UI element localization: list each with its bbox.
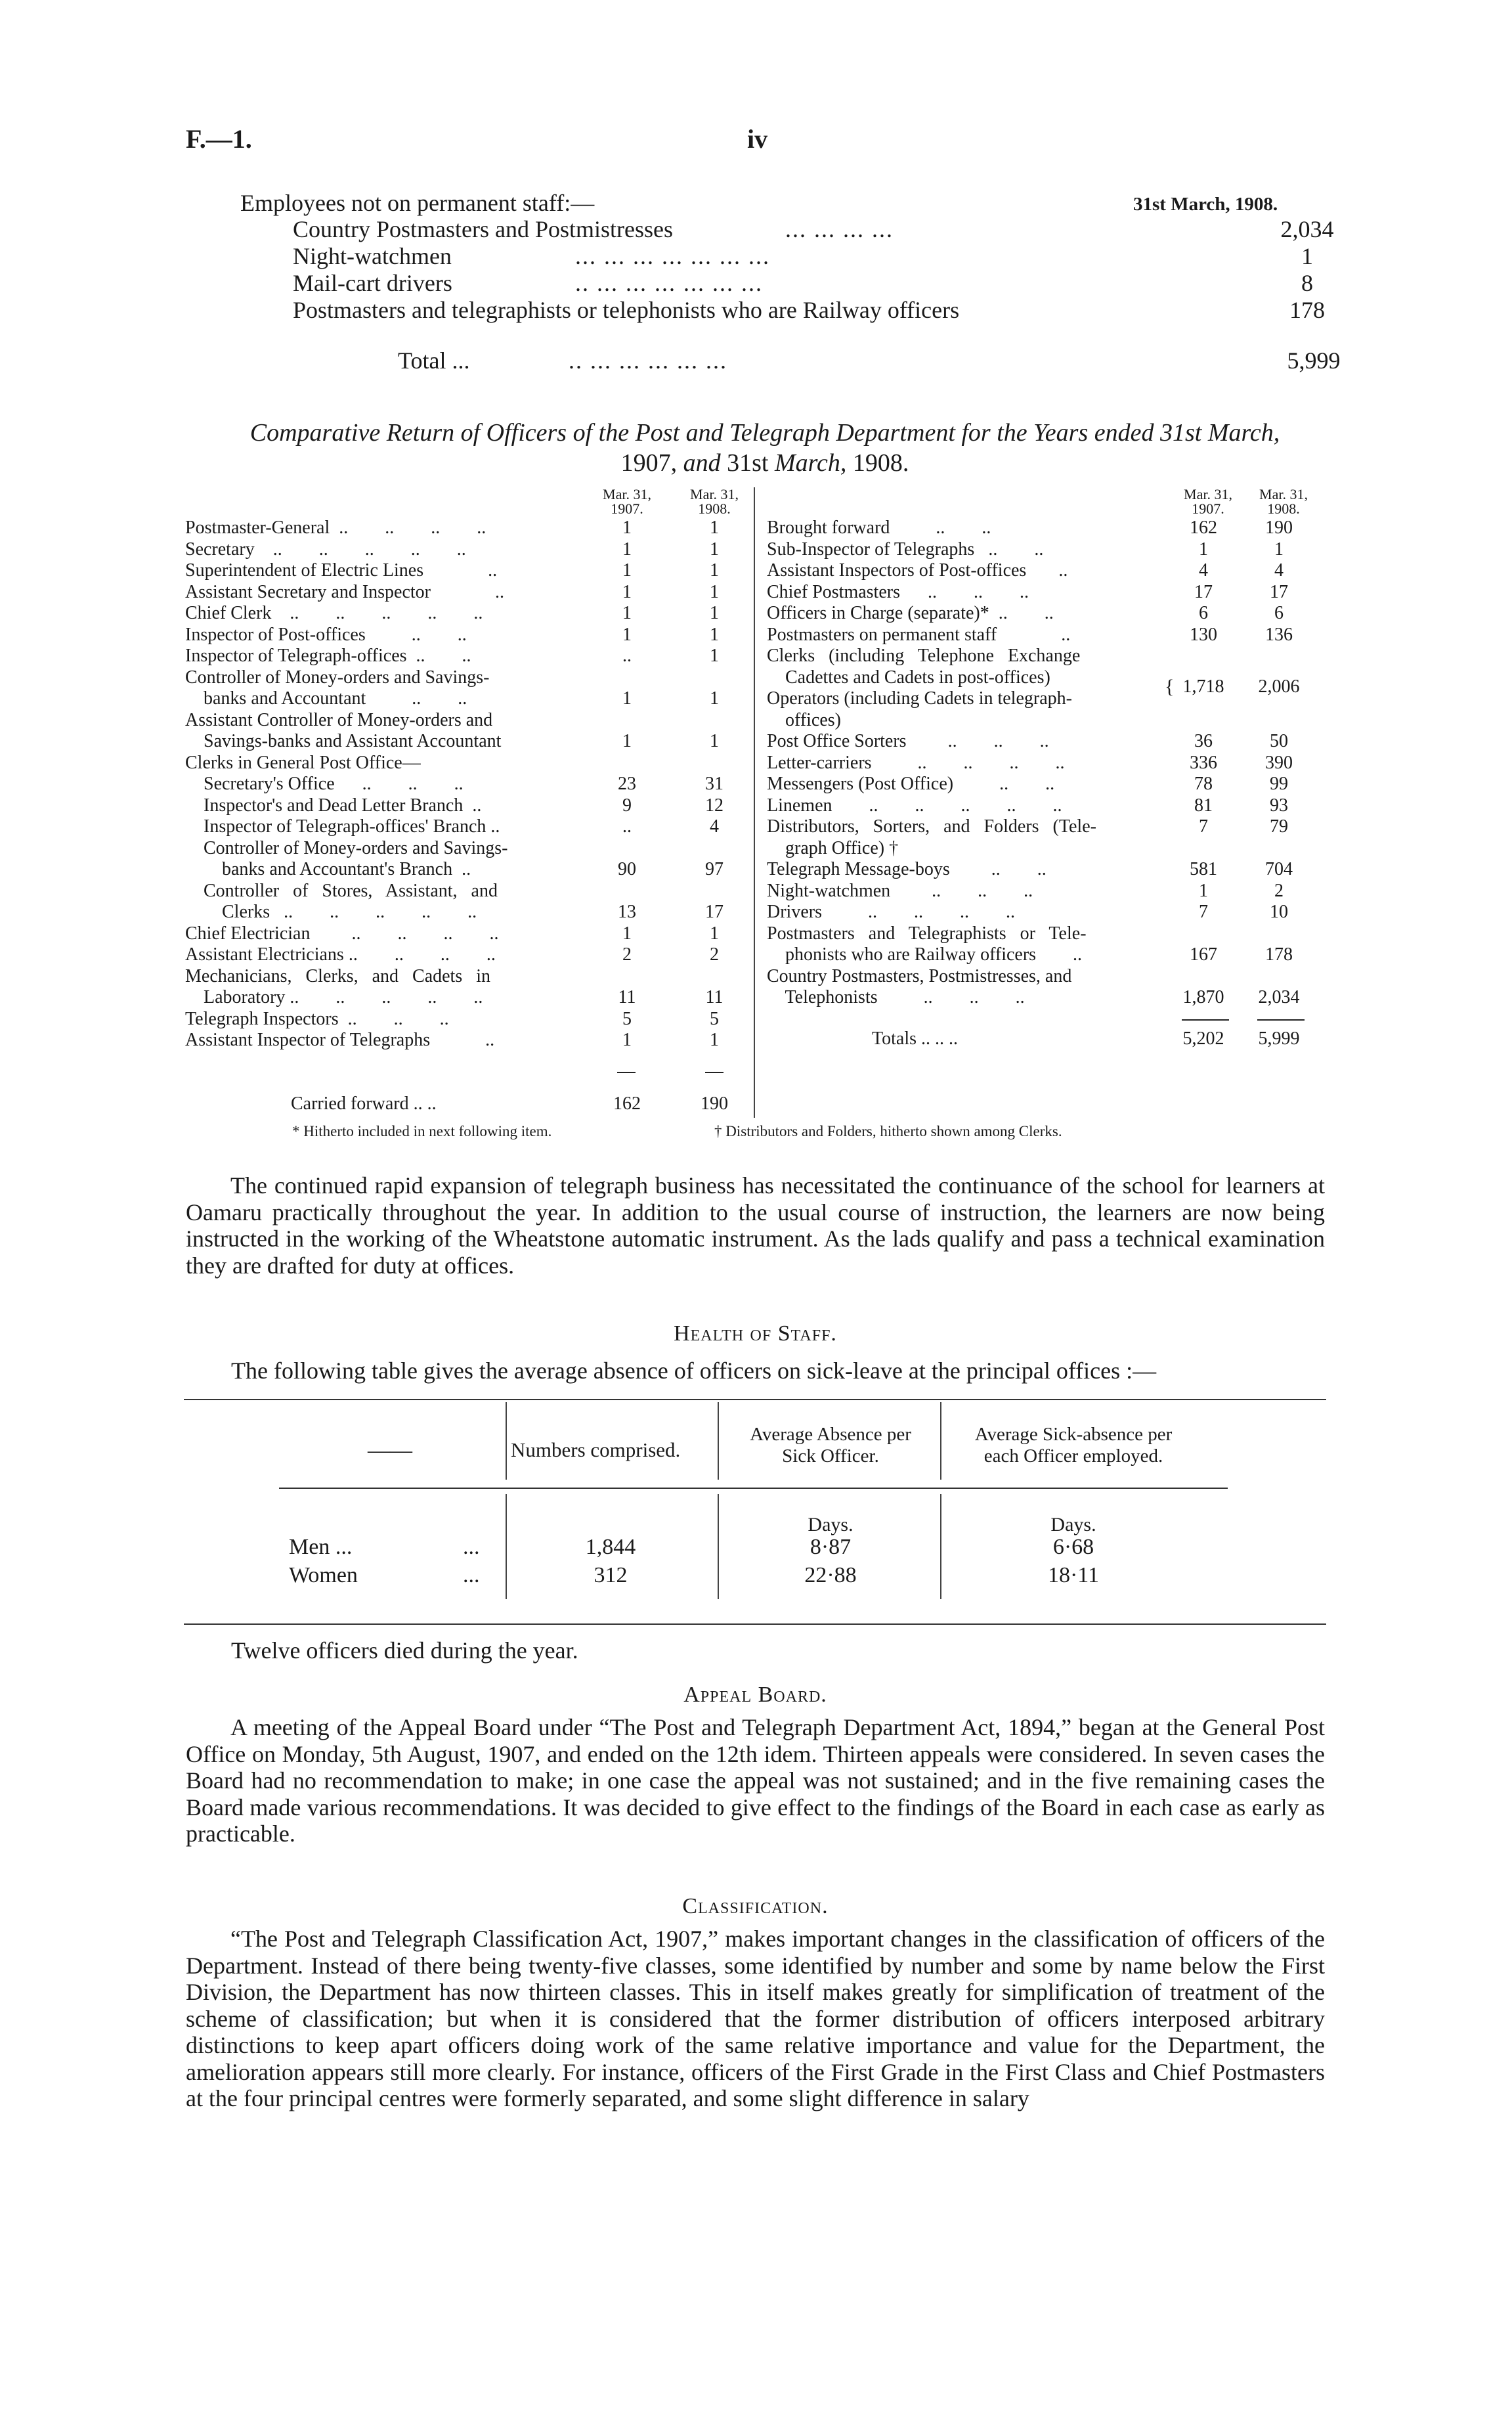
table-row (767, 753, 1325, 774)
table-row (767, 838, 1325, 859)
table-row (185, 966, 750, 987)
row-value-1907: 78 (1194, 774, 1213, 794)
bracket-value-1908: 2,006 (1258, 676, 1300, 697)
row-value-1908: 1 (710, 581, 719, 602)
col-header-text: Mar. 31, (603, 486, 651, 502)
table-row (767, 560, 1325, 581)
table-row (185, 1009, 750, 1030)
col-header-text: Mar. 31, (690, 486, 739, 502)
caption-line-1: Comparative Return of Officers of the Post and Telegraph Department for the Years ended 31st March, (249, 419, 1280, 447)
row-name: Chief Postmasters .. .. .. (767, 581, 1029, 602)
table-top-rule (184, 1399, 1326, 1400)
comparative-caption (177, 418, 1352, 478)
carried-forward-1908: 190 (701, 1093, 728, 1114)
row-value-1908: 79 (1270, 816, 1288, 837)
row-name: Postmaster-General .. .. .. .. (185, 518, 486, 538)
carried-forward-1907: 162 (613, 1093, 641, 1114)
col-header-text: Mar. 31, (1184, 486, 1232, 502)
row-name: Postmasters and Telegraphists or Tele- (767, 923, 1087, 944)
row-value-1907: 336 (1190, 752, 1217, 773)
table-row (767, 944, 1325, 965)
row-value-1908: 10 (1270, 902, 1288, 922)
page-reference: F.—1. (186, 124, 252, 154)
table-row (767, 625, 1325, 646)
health-heading: Health of Staff. (674, 1321, 837, 1346)
comparative-left-table (185, 518, 750, 1063)
table-bottom-rule (184, 1623, 1326, 1625)
employee-row-label: Country Postmasters and Postmistresses (293, 216, 674, 242)
table-row (185, 688, 750, 709)
row-value-1908: 2 (710, 944, 719, 965)
health-intro: The following table gives the average absence of officers on sick-leave at the principal offices :— (231, 1357, 1157, 1384)
row-value-1907: 1 (622, 731, 632, 751)
row-name: Brought forward .. .. (767, 518, 991, 538)
row-name: Letter-carriers .. .. .. .. (767, 752, 1065, 773)
appeal-paragraph (186, 1714, 1325, 1847)
row-value-1908: 190 (1265, 518, 1293, 538)
table-row (185, 646, 750, 667)
table-row (185, 902, 750, 923)
footnote-dagger: † Distributors and Folders, hitherto shown among Clerks. (714, 1123, 1062, 1139)
row-value-1908: 6 (1274, 603, 1284, 623)
row-value-1908: 1 (710, 624, 719, 645)
col-header-year: 1908. (698, 500, 731, 517)
total-label: Total ... (398, 347, 470, 374)
row-value-1907: 1 (622, 688, 632, 709)
row-value-1907: .. (622, 816, 632, 837)
classification-paragraph (186, 1926, 1325, 2112)
health-col1-header: Numbers comprised. (511, 1438, 681, 1461)
health-row-label: Women (289, 1563, 358, 1587)
row-name: Clerks .. .. .. .. .. (185, 902, 477, 922)
table-row (185, 667, 750, 688)
col2-header-line1: Average Absence per (750, 1424, 911, 1445)
table-row (767, 582, 1325, 603)
row-value-1908: 1 (710, 731, 719, 751)
row-name: Savings-banks and Assistant Accountant (185, 731, 502, 751)
table-row (767, 987, 1325, 1008)
health-row-sick-absence: 6·68 (1052, 1535, 1094, 1559)
right-col1-header (1175, 487, 1241, 516)
table-row (767, 710, 1325, 731)
row-value-1908: 136 (1265, 624, 1293, 645)
table-row (767, 603, 1325, 624)
carried-forward-label: Carried forward .. .. (291, 1093, 437, 1114)
row-name: Controller of Money-orders and Savings- (185, 667, 490, 688)
total-value: 5,999 (1287, 347, 1341, 374)
caption-31st: 31st (727, 449, 769, 477)
row-value-1908: 1 (710, 688, 719, 709)
row-name: Inspector of Telegraph-offices' Branch .. (185, 816, 500, 837)
row-value-1908: 12 (705, 795, 724, 816)
table-divider (718, 1494, 719, 1599)
row-name: Post Office Sorters .. .. .. (767, 731, 1049, 751)
table-row (767, 923, 1325, 944)
row-name: offices) (767, 709, 841, 730)
employees-not-permanent-block (240, 189, 1341, 374)
col2-header-line2: Sick Officer. (782, 1446, 879, 1467)
row-value-1907: 11 (618, 987, 636, 1007)
row-name: Officers in Charge (separate)* .. .. (767, 603, 1054, 623)
column-divider (754, 487, 755, 1118)
row-name: Assistant Controller of Money-orders and (185, 709, 493, 730)
row-value-1907: 6 (1199, 603, 1208, 623)
totals-label: Totals .. .. .. (872, 1028, 959, 1049)
row-value-1907: 9 (622, 795, 632, 816)
health-row-sick-absence: 18·11 (1047, 1563, 1100, 1587)
table-row (185, 838, 750, 859)
table-row (767, 859, 1325, 880)
table-divider (506, 1494, 507, 1599)
table-divider (940, 1494, 941, 1599)
row-name: Clerks in General Post Office— (185, 752, 421, 773)
row-value-1908: 4 (710, 816, 719, 837)
classification-heading: Classification. (682, 1894, 829, 1918)
row-name: Telegraph Inspectors .. .. .. (185, 1008, 449, 1029)
health-row-avg-absence: 8·87 (810, 1535, 852, 1559)
row-value-1907: 5 (622, 1008, 632, 1029)
row-value-1907: 7 (1199, 902, 1208, 922)
row-value-1907: 1 (622, 624, 632, 645)
row-name: Inspector of Telegraph-offices .. .. (185, 646, 471, 666)
table-row (185, 1030, 750, 1051)
row-name: Country Postmasters, Postmistresses, and (767, 965, 1072, 986)
employee-row-label: Postmasters and telegraphists or telephonists who are Railway officers (293, 297, 960, 323)
employee-row-label: Night-watchmen (293, 243, 452, 269)
col3-header-line2: each Officer employed. (983, 1446, 1163, 1467)
table-row (185, 625, 750, 646)
employee-row-value: 1 (1301, 243, 1313, 269)
health-col3-header (945, 1424, 1201, 1467)
table-divider (506, 1402, 507, 1480)
table-row (185, 560, 750, 581)
table-row (185, 603, 750, 624)
table-row (185, 859, 750, 880)
table-row (767, 966, 1325, 987)
row-value-1907: 581 (1190, 859, 1217, 879)
table-row (185, 923, 750, 944)
row-value-1907: 1 (622, 560, 632, 581)
row-name: Cadettes and Cadets in post-offices) (767, 667, 1050, 688)
table-row (185, 795, 750, 816)
row-value-1907: 17 (1194, 581, 1213, 602)
row-value-1908: 1 (710, 518, 719, 538)
row-value-1908: 2 (1274, 880, 1284, 901)
caption-line-2 (177, 448, 1352, 478)
row-value-1908: 99 (1270, 774, 1288, 794)
appeal-paragraph-text: A meeting of the Appeal Board under “The Post and Telegraph Department Act, 1894,” began at the General Post Office on Monday, 5th August, 1907, and ended on the 12th idem. Thirteen appeals were considered. In seven cases the Board had no recommendation to make; in one case the appeal was not sustained; and in the five remaining cases the Board made various recommendations. It was decided to give effect to the findings of the Board in each case as early as practicable. (186, 1714, 1325, 1847)
row-name: Controller of Money-orders and Savings- (185, 837, 508, 858)
row-name: Assistant Inspectors of Post-offices .. (767, 560, 1068, 581)
health-row-avg-absence: 22·88 (804, 1563, 857, 1587)
row-name: Chief Clerk .. .. .. .. .. (185, 603, 483, 623)
row-value-1907: 1 (1199, 880, 1208, 901)
row-value-1908: 5 (710, 1008, 719, 1029)
table-row (767, 688, 1325, 709)
row-value-1907: 1 (622, 518, 632, 538)
row-name: Assistant Inspector of Telegraphs .. (185, 1030, 495, 1050)
row-value-1907: 162 (1190, 518, 1217, 538)
employees-heading: Employees not on permanent staff:— (240, 190, 595, 216)
row-value-1908: 11 (705, 987, 724, 1007)
table-row (767, 518, 1325, 539)
left-col1-header (594, 487, 660, 516)
health-row-numbers: 1,844 (585, 1535, 636, 1559)
table-row (185, 987, 750, 1008)
row-value-1907: 167 (1190, 944, 1217, 965)
total-rule (1257, 1019, 1305, 1021)
row-name: Superintendent of Electric Lines .. (185, 560, 498, 581)
leader-dots: .. ... ... ... ... ... (569, 347, 727, 374)
row-name: banks and Accountant .. .. (185, 688, 467, 709)
table-row (185, 731, 750, 752)
row-name: Sub-Inspector of Telegraphs .. .. (767, 539, 1044, 560)
row-name: Clerks (including Telephone Exchange (767, 646, 1081, 666)
table-row (767, 731, 1325, 752)
row-value-1908: 1 (710, 1030, 719, 1050)
caption-year-1908: 1908. (852, 449, 909, 477)
row-value-1908: 390 (1265, 752, 1293, 773)
table-divider (718, 1402, 719, 1480)
row-name: Chief Electrician .. .. .. .. (185, 923, 499, 944)
row-name: Assistant Electricians .. .. .. .. (185, 944, 496, 965)
row-name: Laboratory .. .. .. .. .. (185, 987, 483, 1007)
school-paragraph-text: The continued rapid expansion of telegraph business has necessitated the continuance of the school for learners at Oamaru practically throughout the year. In addition to the usual course of instruction, the learners are now being instructed in the working of the Wheatstone automatic instrument. As the lads qualify and pass a technical examination they are drafted for duty at offices. (186, 1172, 1325, 1279)
total-rule (1182, 1019, 1229, 1021)
row-name: graph Office) † (767, 837, 899, 858)
col-header-year: 1908. (1267, 500, 1300, 517)
row-value-1907: 90 (618, 859, 636, 879)
health-col2-header (722, 1424, 939, 1467)
row-value-1908: 1 (710, 923, 719, 944)
row-name: Inspector of Post-offices .. .. (185, 624, 467, 645)
leader-dots: ... ... ... ... ... ... ... (575, 243, 770, 269)
row-value-1907: 4 (1199, 560, 1208, 581)
row-value-1907: 7 (1199, 816, 1208, 837)
right-col2-header (1251, 487, 1316, 516)
totals-1908: 5,999 (1258, 1028, 1300, 1049)
leader-dots: ... (463, 1563, 480, 1587)
left-col2-header (681, 487, 747, 516)
row-name: banks and Accountant's Branch .. (185, 859, 471, 879)
footnote-star: * Hitherto included in next following item. (292, 1123, 552, 1139)
school-paragraph (186, 1172, 1325, 1279)
caption-and: and (683, 449, 721, 477)
row-value-1908: 1 (710, 646, 719, 666)
col3-header-line1: Average Sick-absence per (974, 1424, 1173, 1445)
row-name: Secretary .. .. .. .. .. (185, 539, 466, 560)
row-value-1907: 1 (622, 1030, 632, 1050)
row-value-1908: 1 (710, 560, 719, 581)
row-value-1907: 23 (618, 774, 636, 794)
row-value-1908: 50 (1270, 731, 1288, 751)
row-value-1908: 1 (710, 539, 719, 560)
table-divider (940, 1402, 941, 1480)
row-value-1907: 1,870 (1182, 987, 1224, 1007)
row-value-1908: 704 (1265, 859, 1293, 879)
table-row (767, 539, 1325, 560)
table-row (185, 944, 750, 965)
table-row (185, 582, 750, 603)
comparative-right-table (767, 518, 1325, 1063)
leader-dots: .. ... ... ... ... ... ... (575, 270, 763, 296)
row-value-1908: 97 (705, 859, 724, 879)
employee-row-value: 2,034 (1280, 216, 1334, 242)
row-value-1907: .. (622, 646, 632, 666)
row-name: Operators (including Cadets in telegraph- (767, 688, 1072, 709)
units-days: Days. (808, 1514, 853, 1535)
row-name: Messengers (Post Office) .. .. (767, 774, 1055, 794)
row-name: Telegraph Message-boys .. .. (767, 859, 1047, 879)
col-header-text: Mar. 31, (1259, 486, 1308, 502)
page-number: iv (747, 124, 768, 154)
row-value-1907: 130 (1190, 624, 1217, 645)
table-row (767, 902, 1325, 923)
row-name: Assistant Secretary and Inspector .. (185, 581, 504, 602)
employee-row-value: 8 (1301, 270, 1313, 296)
table-row (767, 795, 1325, 816)
row-value-1907: 1 (622, 923, 632, 944)
row-value-1908: 4 (1274, 560, 1284, 581)
row-name: Night-watchmen .. .. .. (767, 880, 1033, 901)
health-col0-header: —— (368, 1438, 412, 1463)
table-row (767, 646, 1325, 667)
row-name: Inspector's and Dead Letter Branch .. (185, 795, 482, 816)
row-value-1907: 13 (618, 902, 636, 922)
row-value-1907: 1 (622, 539, 632, 560)
table-row (185, 518, 750, 539)
row-name: Mechanicians, Clerks, and Cadets in (185, 965, 491, 986)
row-name: Distributors, Sorters, and Folders (Tele- (767, 816, 1096, 837)
table-row (767, 667, 1325, 688)
bracket-value-1907: 1,718 (1182, 676, 1224, 697)
row-value-1908: 1 (1274, 539, 1284, 560)
row-value-1908: 178 (1265, 944, 1293, 965)
row-value-1907: 1 (622, 603, 632, 623)
row-name: Telephonists .. .. .. (767, 987, 1025, 1007)
table-row (185, 753, 750, 774)
bracket-symbol: { (1165, 676, 1175, 697)
row-value-1907: 2 (622, 944, 632, 965)
health-row-numbers: 312 (594, 1563, 628, 1587)
employees-date-header: 31st March, 1908. (1133, 194, 1278, 215)
row-name: Postmasters on permanent staff .. (767, 624, 1071, 645)
col-header-year: 1907. (611, 500, 643, 517)
table-header-rule (279, 1488, 1228, 1489)
sum-rule (617, 1072, 636, 1073)
caption-year-1907: 1907, (620, 449, 678, 477)
totals-1907: 5,202 (1182, 1028, 1224, 1049)
employee-row-value: 178 (1289, 297, 1325, 323)
table-row (185, 816, 750, 837)
row-value-1907: 36 (1194, 731, 1213, 751)
sum-rule (705, 1072, 724, 1073)
appeal-heading: Appeal Board. (683, 1683, 827, 1707)
row-value-1908: 17 (705, 902, 724, 922)
leader-dots: ... (463, 1535, 480, 1559)
table-row (185, 881, 750, 902)
row-value-1908: 31 (705, 774, 724, 794)
row-name: Controller of Stores, Assistant, and (185, 880, 498, 901)
row-name: Secretary's Office .. .. .. (185, 774, 464, 794)
deaths-note: Twelve officers died during the year. (231, 1637, 578, 1664)
row-name: phonists who are Railway officers .. (767, 944, 1083, 965)
employee-row-label: Mail-cart drivers (293, 270, 452, 296)
row-value-1907: 81 (1194, 795, 1213, 816)
row-name: Drivers .. .. .. .. (767, 902, 1015, 922)
row-name: Linemen .. .. .. .. .. (767, 795, 1062, 816)
row-value-1908: 93 (1270, 795, 1288, 816)
table-row (767, 816, 1325, 837)
units-days: Days. (1050, 1514, 1096, 1535)
row-value-1907: 1 (622, 581, 632, 602)
row-value-1908: 2,034 (1258, 987, 1300, 1007)
row-value-1907: 1 (1199, 539, 1208, 560)
table-row (185, 774, 750, 795)
classification-paragraph-text: “The Post and Telegraph Classification Act, 1907,” makes important changes in the classification of officers of the Department. Instead of there being twenty-five classes, some identified by number and some by name below the First Division, the Department has now thirteen classes. This in itself makes greatly for simplification of treatment of the scheme of classification; but when it is considered that the former distribution of officers interposed arbitrary distinctions to keep apart officers doing work of the same relative importance and value for the Department, the amelioration appears still more clearly. For instance, officers of the First Grade in the First Class and Chief Postmasters at the four principal centres were formerly separated, and some slight difference in salary (186, 1926, 1325, 2111)
row-value-1908: 17 (1270, 581, 1288, 602)
caption-march: March, (774, 449, 847, 477)
table-row (185, 539, 750, 560)
row-value-1908: 1 (710, 603, 719, 623)
leader-dots: ... ... ... ... (785, 216, 894, 242)
table-row (767, 774, 1325, 795)
col-header-year: 1907. (1192, 500, 1224, 517)
table-row (767, 881, 1325, 902)
health-row-label: Men ... (289, 1535, 353, 1559)
table-row (185, 710, 750, 731)
